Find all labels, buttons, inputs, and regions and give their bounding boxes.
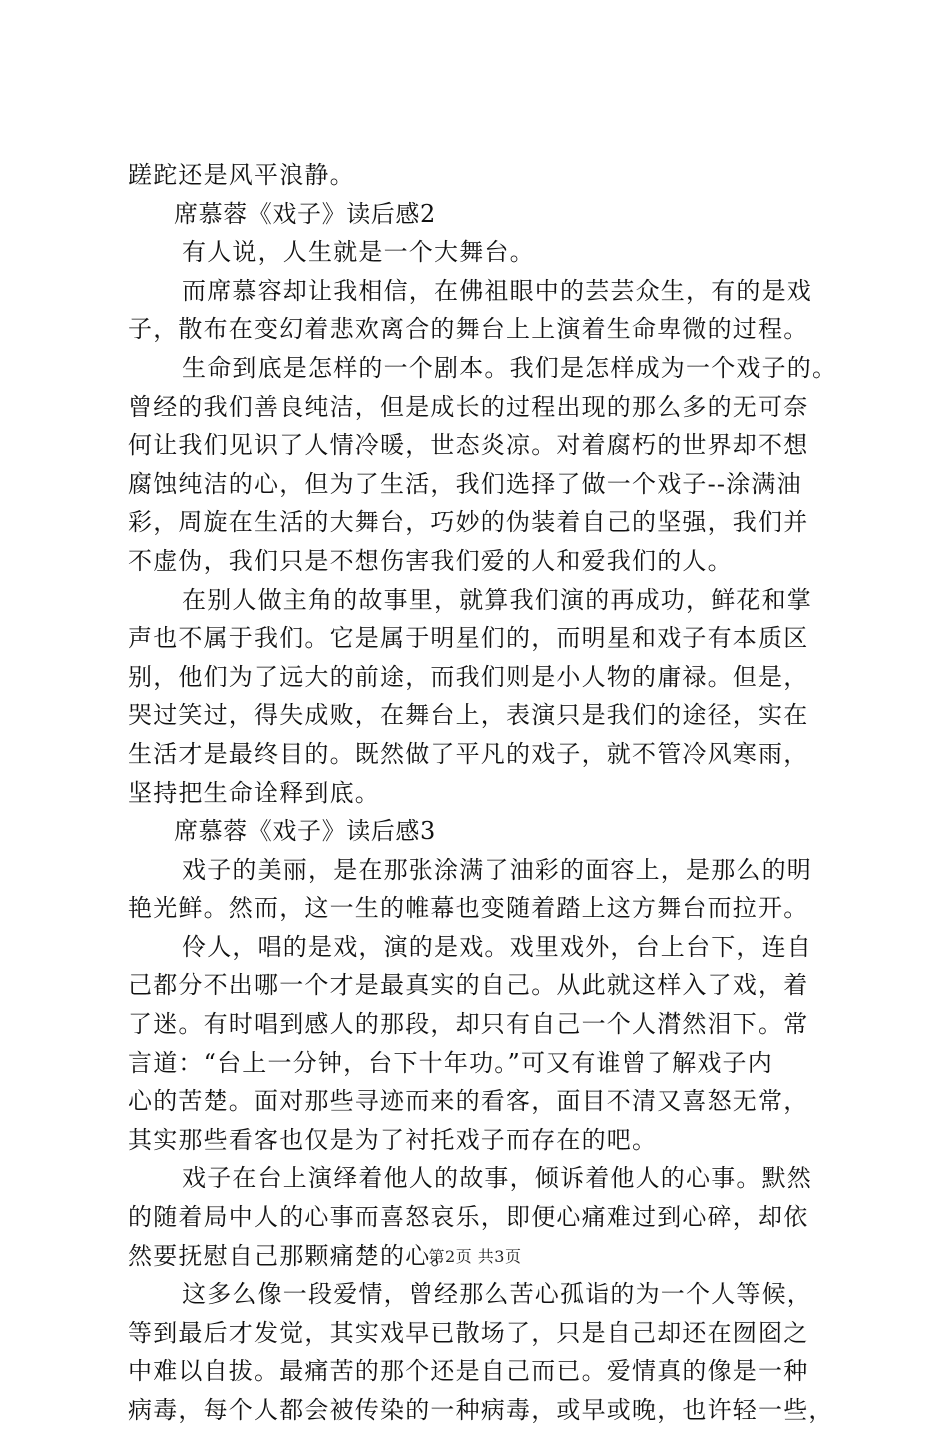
paragraph-line: 何让我们见识了人情冷暖，世态炎凉。对着腐朽的世界却不想: [128, 431, 809, 460]
paragraph-line: 在别人做主角的故事里，就算我们演的再成功，鲜花和掌: [182, 585, 812, 614]
paragraph-line: 子，散布在变幻着悲欢离合的舞台上上演着生命卑微的过程。: [128, 315, 809, 344]
paragraph-line: 坚持把生命诠释到底。: [128, 778, 380, 807]
paragraph-line: 生活才是最终目的。既然做了平凡的戏子，就不管冷风寒雨，: [128, 739, 809, 768]
section-heading: 席慕蓉《戏子》读后感2: [174, 199, 436, 228]
paragraph-line: 己都分不出哪一个才是最真实的自己。从此就这样入了戏，着: [128, 971, 809, 1000]
paragraph-line: 戏子的美丽，是在那张涂满了油彩的面容上，是那么的明: [182, 855, 812, 884]
paragraph-line: 病毒，每个人都会被传染的一种病毒，或早或晚，也许轻一些，: [128, 1396, 834, 1424]
paragraph-line: 言道：“台上一分钟，台下十年功。”可又有谁曾了解戏子内: [128, 1048, 773, 1077]
paragraph-line: 彩，周旋在生活的大舞台，巧妙的伪装着自己的坚强，我们并: [128, 508, 809, 537]
paragraph-line: 心的苦楚。面对那些寻迹而来的看客，面目不清又喜怒无常，: [128, 1087, 809, 1116]
paragraph-line: 腐蚀纯洁的心，但为了生活，我们选择了做一个戏子--涂满油: [128, 469, 802, 498]
page-number-footer: 第2页 共3页: [428, 1247, 522, 1266]
paragraph-line: 有人说，人生就是一个大舞台。: [182, 238, 535, 267]
paragraph-line: 而席慕容却让我相信，在佛祖眼中的芸芸众生，有的是戏: [182, 276, 812, 305]
paragraph-line: 的随着局中人的心事而喜怒哀乐，即便心痛难过到心碎，却依: [128, 1203, 809, 1232]
paragraph-line: 生命到底是怎样的一个剧本。我们是怎样成为一个戏子的。: [182, 353, 838, 382]
paragraph-line: 了迷。有时唱到感人的那段，却只有自己一个人潸然泪下。常: [128, 1010, 809, 1039]
paragraph-line: 其实那些看客也仅是为了衬托戏子而存在的吧。: [128, 1125, 658, 1154]
paragraph-line: 伶人，唱的是戏，演的是戏。戏里戏外，台上台下，连自: [182, 932, 812, 961]
paragraph-line: 哭过笑过，得失成败，在舞台上，表演只是我们的途径，实在: [128, 701, 809, 730]
paragraph-line: 中难以自拔。最痛苦的那个还是自己而已。爱情真的像是一种: [128, 1357, 809, 1386]
section-heading: 席慕蓉《戏子》读后感3: [174, 817, 436, 846]
paragraph-line: 戏子在台上演绎着他人的故事，倾诉着他人的心事。默然: [182, 1164, 812, 1193]
paragraph-line: 声也不属于我们。它是属于明星们的，而明星和戏子有本质区: [128, 624, 809, 653]
paragraph-line: 等到最后才发觉，其实戏早已散场了，只是自己却还在囫囵之: [128, 1318, 809, 1347]
document-body: [128, 156, 838, 1430]
paragraph-line: 然要抚慰自己那颗痛楚的心。: [128, 1241, 456, 1270]
paragraph-line: 蹉跎还是风平浪静。: [128, 161, 355, 189]
paragraph-line: 艳光鲜。然而，这一生的帷幕也变随着踏上这方舞台而拉开。: [128, 894, 809, 923]
paragraph-line: 曾经的我们善良纯洁，但是成长的过程出现的那么多的无可奈: [128, 392, 809, 421]
paragraph-line: 别，他们为了远大的前途，而我们则是小人物的庸禄。但是，: [128, 662, 809, 691]
paragraph-line: 这多么像一段爱情，曾经那么苦心孤诣的为一个人等候，: [182, 1280, 812, 1309]
paragraph-line: 不虚伪，我们只是不想伤害我们爱的人和爱我们的人。: [128, 546, 733, 575]
